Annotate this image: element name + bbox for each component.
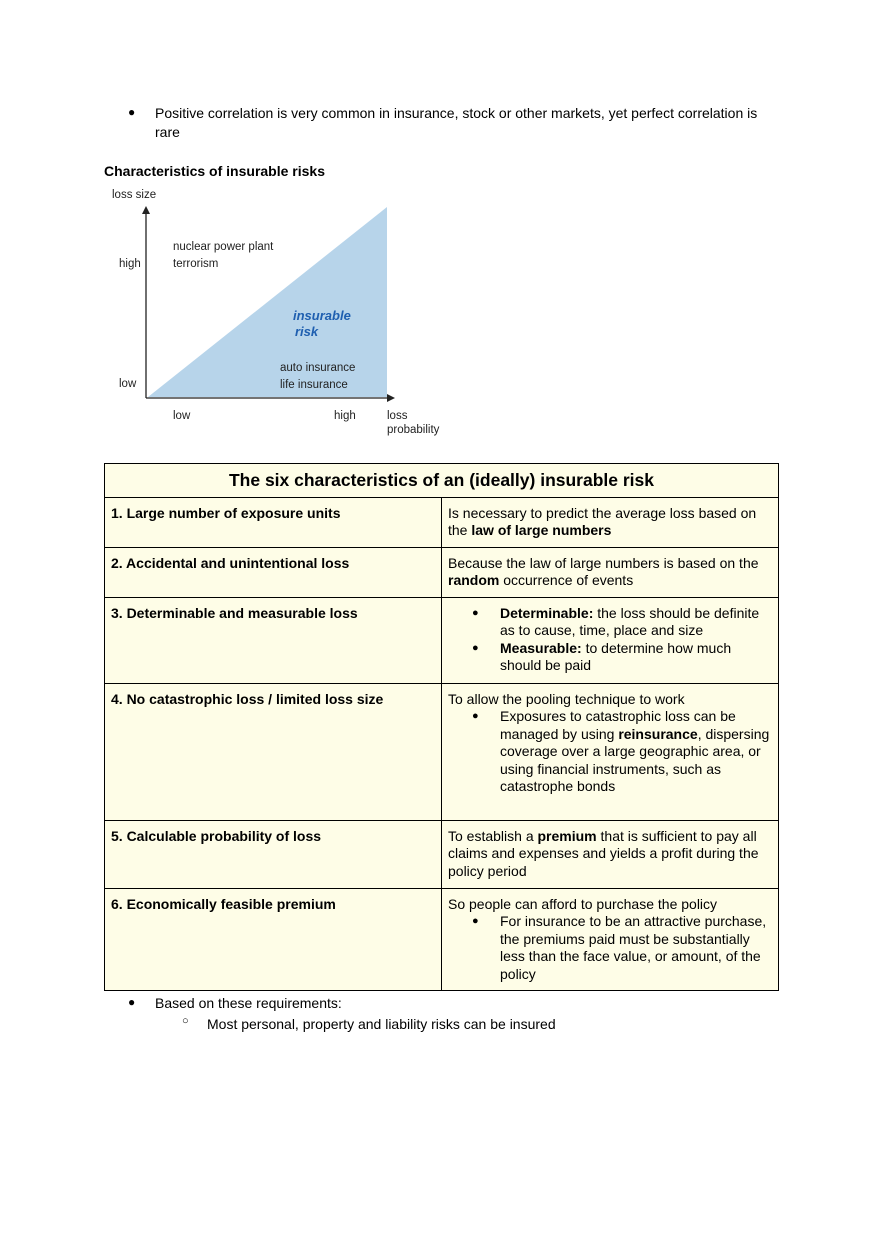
characteristic-name: 5. Calculable probability of loss xyxy=(105,820,442,888)
characteristic-description: To allow the pooling technique to work ● Exposures to catastrophic loss can be managed by using reinsurance, dispersing coverage over a large geographic area, or using financial instruments, such as catastrophe bonds xyxy=(442,683,779,820)
top-examples-line2: terrorism xyxy=(173,258,219,270)
table-row xyxy=(105,597,779,683)
table-row xyxy=(105,820,779,888)
x-axis-arrow xyxy=(387,394,395,402)
y-axis-label: loss size xyxy=(112,189,157,201)
characteristic-description xyxy=(442,597,779,683)
list-item: ● Determinable: the loss should be definite as to cause, time, place and size xyxy=(500,605,772,640)
list-item: ● Measurable: to determine how much should be paid xyxy=(500,640,772,675)
bullet-dot: ● xyxy=(128,105,136,119)
characteristic-name: 1. Large number of exposure units xyxy=(105,497,442,547)
x-tick-high: high xyxy=(334,410,356,422)
insurable-risk-label-line2: risk xyxy=(295,324,319,339)
x-axis-label-line1: loss xyxy=(387,410,408,422)
characteristic-name: 2. Accidental and unintentional loss xyxy=(105,547,442,597)
section-heading: Characteristics of insurable risks xyxy=(104,163,325,179)
bullet-list xyxy=(448,913,772,983)
insurable-risk-table xyxy=(104,463,779,991)
list-item: ● For insurance to be an attractive purchase, the premiums paid must be substantially less than the face value, or amount, of the policy xyxy=(500,913,772,983)
table-row xyxy=(105,683,779,820)
y-tick-low: low xyxy=(119,378,137,390)
bullet-list xyxy=(448,708,772,796)
x-tick-low: low xyxy=(173,410,191,422)
insurable-risk-diagram xyxy=(104,186,464,448)
table-row xyxy=(105,547,779,597)
table-header-row xyxy=(105,464,779,498)
table-title: The six characteristics of an (ideally) insurable risk xyxy=(105,464,779,498)
characteristic-description: To establish a premium that is sufficient to pay all claims and expenses and yields a profit during the policy period xyxy=(442,820,779,888)
top-bullet-line1: Positive correlation is very common in insurance, stock or other markets, yet perfect correlation is xyxy=(155,105,758,121)
bottom-examples-line1: auto insurance xyxy=(280,362,356,374)
bottom-examples-line2: life insurance xyxy=(280,379,348,391)
characteristic-description: So people can afford to purchase the policy ● For insurance to be an attractive purchase, the premiums paid must be substantially less than the face value, or amount, of the policy xyxy=(442,888,779,991)
y-tick-high: high xyxy=(119,258,141,270)
bullet-dot: ● xyxy=(128,995,136,1009)
characteristic-name: 4. No catastrophic loss / limited loss size xyxy=(105,683,442,820)
after-subbullet-text: Most personal, property and liability risks can be insured xyxy=(207,1016,556,1032)
bullet-list xyxy=(448,605,772,675)
top-bullet-line2: rare xyxy=(155,124,180,140)
x-axis-label-line2: probability xyxy=(387,424,440,436)
characteristic-name: 6. Economically feasible premium xyxy=(105,888,442,991)
characteristic-description: Is necessary to predict the average loss based on the law of large numbers xyxy=(442,497,779,547)
after-bullet-text: Based on these requirements: xyxy=(155,995,342,1011)
insurable-risk-label-line1: insurable xyxy=(293,308,351,323)
characteristic-name: 3. Determinable and measurable loss xyxy=(105,597,442,683)
table-row xyxy=(105,888,779,991)
top-examples-line1: nuclear power plant xyxy=(173,241,274,253)
list-item: ● Exposures to catastrophic loss can be managed by using reinsurance, dispersing coverage over a large geographic area, or using financial instruments, such as catastrophe bonds xyxy=(500,708,772,796)
sub-bullet-circle: ○ xyxy=(182,1015,189,1027)
table-row xyxy=(105,497,779,547)
y-axis-arrow xyxy=(142,206,150,214)
characteristic-description: Because the law of large numbers is based on the random occurrence of events xyxy=(442,547,779,597)
